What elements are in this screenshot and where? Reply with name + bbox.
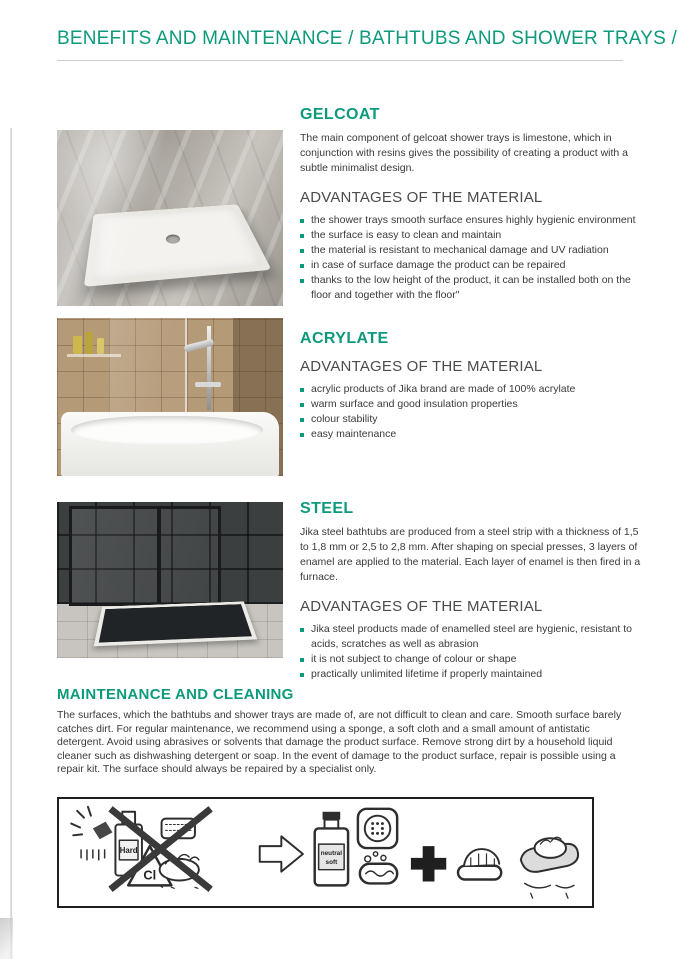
page-title: BENEFITS AND MAINTENANCE / BATHTUBS AND SHOWER TRAYS /: [57, 28, 677, 49]
advantages-list: [300, 382, 645, 442]
advantages-list: [300, 213, 645, 303]
steel-section: [300, 500, 645, 682]
bullet-item: the shower trays smooth surface ensures highly hygienic environment: [300, 213, 645, 228]
bullet-item: the surface is easy to clean and maintain: [300, 228, 645, 243]
bullet-item: the material is resistant to mechanical damage and UV radiation: [300, 243, 645, 258]
gelcoat-section: [300, 106, 645, 303]
hard-label: Hard: [119, 845, 138, 855]
neutral-label-line2: soft: [325, 858, 338, 866]
maintenance-title: MAINTENANCE AND CLEANING: [57, 686, 294, 703]
steel-tray-graphic: [94, 601, 258, 646]
enclosure-frame-bar: [157, 506, 161, 606]
toiletry-bottle: [85, 332, 93, 354]
cl-label: Cl: [143, 867, 157, 883]
bullet-item: easy maintenance: [300, 427, 645, 442]
shower-drain-icon: [358, 809, 397, 848]
page-edge-line: [10, 128, 12, 959]
toiletry-bottle: [73, 336, 82, 354]
section-intro: Jika steel bathtubs are produced from a steel strip with a thickness of 1,5 to 1,8 mm or 2,5 to 2,8 mm. After shaping on special presses, 3 layers of enamel are applied to the material. Each layer of enamel is then fired in a furnace.: [300, 526, 641, 583]
section-title: STEEL: [300, 500, 354, 517]
bathtub-graphic: [61, 412, 279, 476]
header-divider: [57, 60, 623, 61]
section-intro: The main component of gelcoat shower trays is limestone, which in conjunction with resins gives the possibility of creating a product with a subtle minimalist design.: [300, 132, 629, 174]
page-edge-shade: [0, 918, 13, 959]
plus-icon: [411, 846, 446, 881]
glass-enclosure: [69, 506, 221, 606]
acrylate-photo: [57, 318, 283, 476]
glass-screen: [109, 318, 187, 426]
maintenance-body: The surfaces, which the bathtubs and shower trays are made of, are not difficult to clean and care. Smooth surface barely catches dirt. For regular maintenance, we recommend using a sponge, a soft cloth and a small amount of antistatic detergent. Avoid using abrasives or solvents that damage the product surface. Remove strong dirt by a household liquid cleaner such as dishwashing detergent or soap. In the event of damage to the product surface, repair is possible using a repair kit. The surface should always be repaired by a specialist only.: [57, 709, 622, 776]
mixer-tap: [195, 382, 221, 387]
bathtub-rim: [71, 416, 263, 444]
toiletry-bottle: [97, 338, 104, 354]
neutral-label-line1: neutral: [320, 849, 343, 857]
bullet-item: in case of surface damage the product can be repaired: [300, 258, 645, 273]
cleaning-pictograms: [59, 799, 592, 906]
steel-photo: [57, 502, 283, 658]
bullet-item: thanks to the low height of the product, it can be installed both on the floor and together with the floor": [300, 273, 645, 303]
bullet-item: Jika steel products made of enamelled steel are hygienic, resistant to acids, scratches as well as abrasion: [300, 622, 645, 652]
bullet-item: practically unlimited lifetime if properly maintained: [300, 667, 645, 682]
bullet-item: it is not subject to change of colour or shape: [300, 652, 645, 667]
arrow-icon: [260, 836, 303, 871]
hand-with-sponge-icon: [458, 849, 501, 879]
wiping-hand-icon: [521, 837, 578, 898]
acrylate-section: [300, 330, 645, 442]
spray-brush-icon: [71, 807, 112, 860]
advantages-title: ADVANTAGES OF THE MATERIAL: [300, 358, 543, 375]
bullet-item: warm surface and good insulation properties: [300, 397, 645, 412]
advantages-title: ADVANTAGES OF THE MATERIAL: [300, 598, 543, 615]
gelcoat-photo: [57, 130, 283, 306]
neutral-detergent-bottle-icon: [315, 812, 348, 886]
advantages-list: [300, 622, 645, 682]
section-title: ACRYLATE: [300, 330, 389, 347]
section-title: GELCOAT: [300, 106, 380, 123]
bullet-item: acrylic products of Jika brand are made of 100% acrylate: [300, 382, 645, 397]
maintenance-section: [57, 686, 625, 777]
soap-icon: [360, 852, 397, 884]
advantages-title: ADVANTAGES OF THE MATERIAL: [300, 189, 543, 206]
drain-icon: [165, 234, 181, 244]
bullet-item: colour stability: [300, 412, 645, 427]
cleaning-pictogram-box: [57, 797, 594, 908]
